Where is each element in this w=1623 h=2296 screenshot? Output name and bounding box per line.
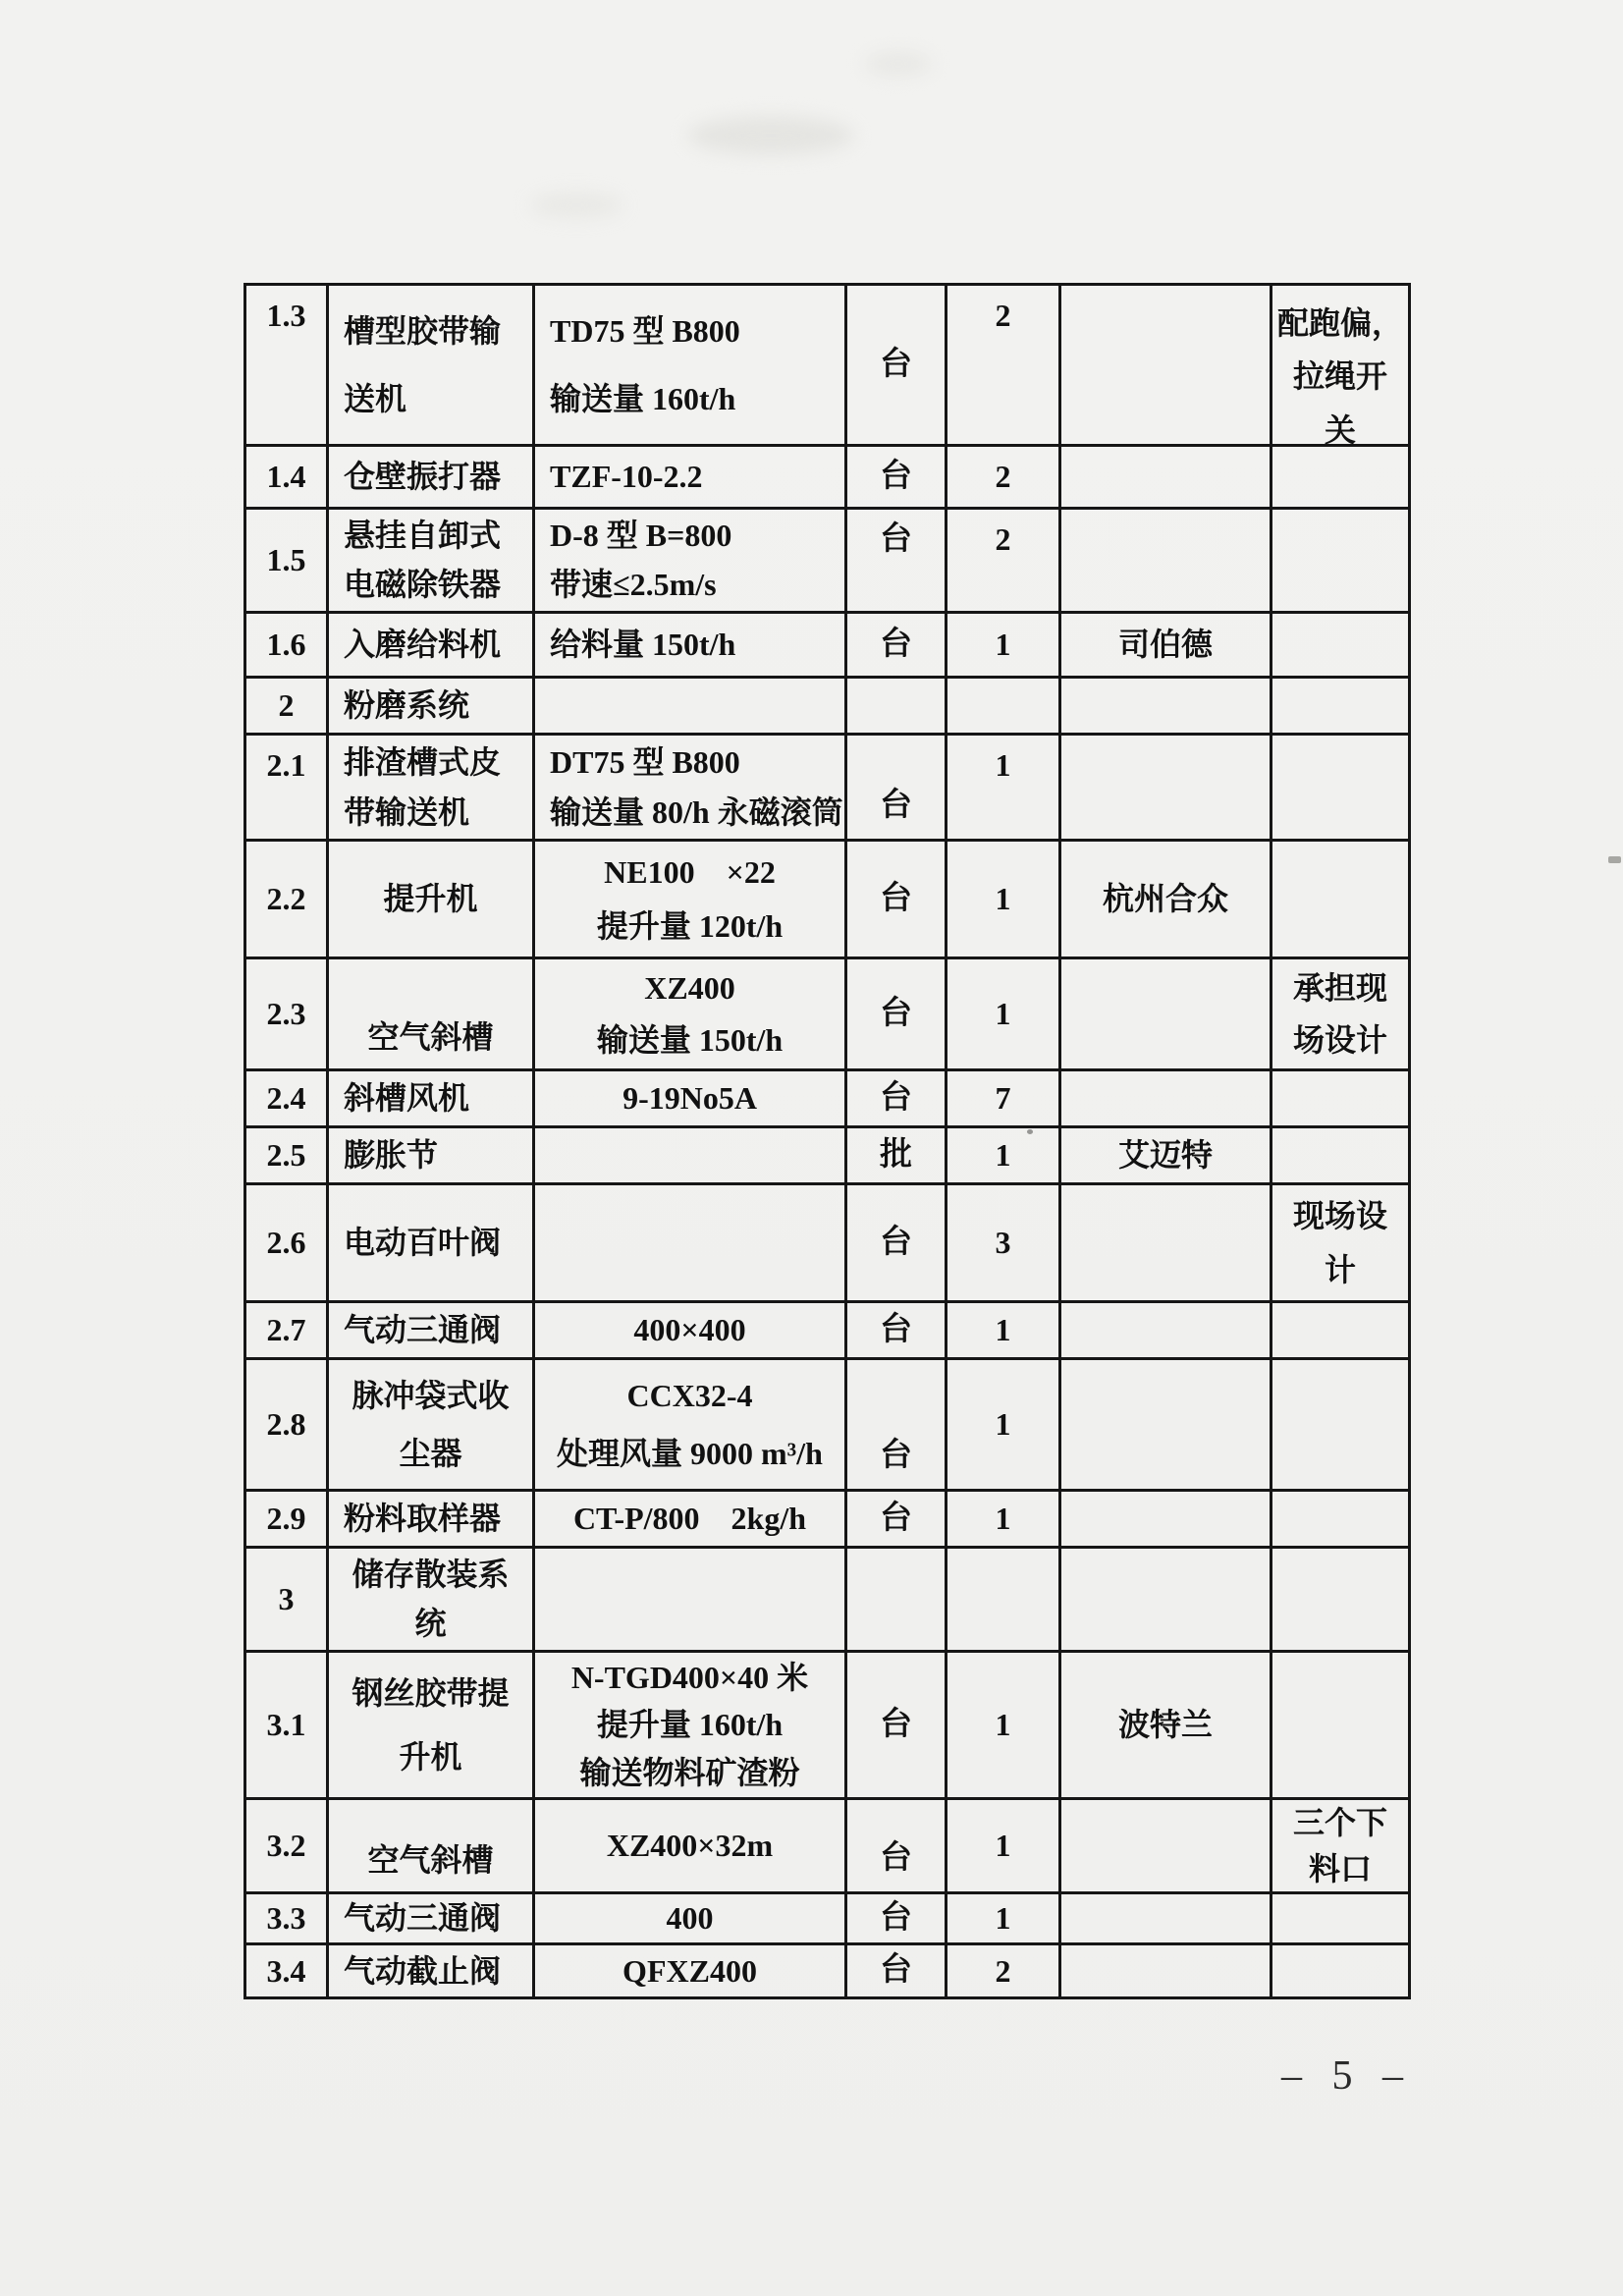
unit-cell: [847, 1071, 947, 1125]
manufacturer-cell: [1061, 286, 1272, 444]
spec-model-cell: [535, 842, 847, 957]
unit-cell: [847, 510, 947, 611]
spec-model-cell-text: QFXZ400: [622, 1952, 757, 1989]
equipment-name-cell: [329, 1185, 535, 1300]
unit-cell: [847, 842, 947, 957]
remark-cell: [1272, 842, 1408, 957]
unit-cell-text: 批: [880, 1136, 912, 1173]
row-number-cell-text: 3: [278, 1581, 295, 1617]
equipment-name-cell: [329, 286, 535, 444]
quantity-cell-text: 1: [995, 996, 1011, 1032]
unit-cell: [847, 286, 947, 444]
manufacturer-cell: [1061, 1185, 1272, 1300]
spec-model-cell-text: 输送量 80/h 永磁滚筒: [550, 793, 843, 830]
row-number-cell: [246, 842, 329, 957]
row-number-cell-text: 2: [278, 687, 295, 724]
equipment-name-cell: [329, 1360, 535, 1489]
quantity-cell-text: 2: [995, 459, 1011, 495]
table-row: [246, 286, 1408, 447]
quantity-cell-text: 1: [995, 1406, 1011, 1443]
manufacturer-cell: [1061, 1653, 1272, 1797]
unit-cell-text: 台: [880, 346, 912, 382]
quantity-cell-text: 1: [995, 1312, 1011, 1348]
equipment-name-cell-text: 膨胀节: [344, 1137, 439, 1174]
unit-cell-text: 台: [880, 458, 912, 494]
equipment-name-cell: [329, 1653, 535, 1797]
remark-cell-text: 关: [1324, 411, 1356, 444]
remark-cell: [1272, 1071, 1408, 1125]
remark-cell: [1272, 286, 1408, 444]
row-number-cell: [246, 1128, 329, 1182]
manufacturer-cell: [1061, 959, 1272, 1068]
manufacturer-cell: [1061, 1360, 1272, 1489]
quantity-cell: [947, 1185, 1061, 1300]
table-row: [246, 1071, 1408, 1128]
manufacturer-cell-text: 波特兰: [1117, 1707, 1213, 1743]
spec-model-cell-text: TD75 型 B800: [550, 312, 740, 349]
quantity-cell: [947, 736, 1061, 839]
spec-model-cell: [535, 286, 847, 444]
spec-model-cell: [535, 959, 847, 1068]
spec-model-cell-text: XZ400×32m: [606, 1828, 774, 1864]
equipment-name-cell-text: 气动截止阀: [344, 1952, 502, 1989]
equipment-name-cell: [329, 1128, 535, 1182]
equipment-name-cell: [329, 679, 535, 733]
manufacturer-cell: [1061, 1492, 1272, 1546]
table-row: [246, 1653, 1408, 1800]
quantity-cell-text: 7: [995, 1080, 1011, 1117]
quantity-cell: [947, 614, 1061, 676]
unit-cell: [847, 1549, 947, 1650]
equipment-name-cell: [329, 447, 535, 507]
spec-model-cell-text: DT75 型 B800: [550, 744, 740, 781]
row-number-cell-text: 3.2: [266, 1828, 306, 1864]
quantity-cell: [947, 1549, 1061, 1650]
spec-model-cell: [535, 1492, 847, 1546]
row-number-cell-text: 2.4: [266, 1080, 306, 1117]
equipment-name-cell-text: 气动三通阀: [344, 1900, 502, 1937]
quantity-cell-text: 1: [995, 881, 1011, 917]
unit-cell: [847, 959, 947, 1068]
table-row: [246, 1185, 1408, 1303]
spec-model-cell: [535, 1653, 847, 1797]
spec-model-cell: [535, 1945, 847, 1996]
table-row: [246, 1303, 1408, 1360]
remark-cell: [1272, 1800, 1408, 1891]
remark-cell: [1272, 679, 1408, 733]
equipment-name-cell-text: 电动百叶阀: [344, 1225, 502, 1261]
manufacturer-cell: [1061, 614, 1272, 676]
row-number-cell: [246, 1360, 329, 1489]
unit-cell: [847, 1303, 947, 1357]
row-number-cell-text: 3.1: [266, 1707, 306, 1743]
quantity-cell: [947, 1945, 1061, 1996]
spec-model-cell: [535, 1360, 847, 1489]
table-row: [246, 614, 1408, 679]
row-number-cell: [246, 1894, 329, 1942]
unit-cell: [847, 679, 947, 733]
table-row: [246, 959, 1408, 1071]
spec-model-cell: [535, 614, 847, 676]
remark-cell: [1272, 1303, 1408, 1357]
unit-cell-text: 台: [880, 1952, 912, 1989]
row-number-cell-text: 3.4: [266, 1952, 306, 1989]
row-number-cell: [246, 1492, 329, 1546]
remark-cell: [1272, 1945, 1408, 1996]
equipment-name-cell-text: 排渣槽式皮: [344, 744, 502, 781]
remark-cell-text: 场设计: [1292, 1021, 1387, 1058]
spec-model-cell: [535, 679, 847, 733]
manufacturer-cell: [1061, 1894, 1272, 1942]
equipment-name-cell: [329, 1303, 535, 1357]
equipment-name-cell-text: 槽型胶带输: [344, 312, 502, 349]
remark-cell: [1272, 1360, 1408, 1489]
quantity-cell-text: 2: [995, 298, 1011, 333]
manufacturer-cell-text: 杭州合众: [1102, 881, 1228, 917]
quantity-cell-text: 1: [995, 1828, 1011, 1864]
manufacturer-cell: [1061, 1549, 1272, 1650]
manufacturer-cell: [1061, 679, 1272, 733]
row-number-cell: [246, 1071, 329, 1125]
row-number-cell-text: 2.7: [266, 1312, 306, 1348]
unit-cell-text: 台: [880, 1311, 912, 1347]
remark-cell: [1272, 1653, 1408, 1797]
spec-model-cell: [535, 1549, 847, 1650]
manufacturer-cell: [1061, 736, 1272, 839]
quantity-cell-text: 1: [995, 1900, 1011, 1937]
row-number-cell-text: 2.8: [266, 1406, 306, 1443]
quantity-cell-text: 1: [995, 1501, 1011, 1537]
table-row: [246, 842, 1408, 959]
unit-cell: [847, 447, 947, 507]
unit-cell: [847, 1128, 947, 1182]
equipment-name-cell-text: 粉磨系统: [344, 687, 470, 724]
equipment-name-cell-text: 升机: [399, 1738, 462, 1775]
equipment-name-cell: [329, 614, 535, 676]
quantity-cell-text: 1: [995, 1137, 1011, 1174]
quantity-cell-text: 1: [995, 627, 1011, 663]
equipment-name-cell: [329, 736, 535, 839]
manufacturer-cell: [1061, 842, 1272, 957]
quantity-cell: [947, 959, 1061, 1068]
row-number-cell-text: 1.4: [266, 459, 306, 495]
equipment-name-cell-text: 钢丝胶带提: [352, 1675, 510, 1712]
quantity-cell-text: 2: [995, 521, 1011, 557]
spec-model-cell-text: CT-P/800 2kg/h: [572, 1501, 807, 1537]
spec-model-cell: [535, 1303, 847, 1357]
remark-cell: [1272, 1492, 1408, 1546]
equipment-name-cell-text: 空气斜槽: [367, 1841, 494, 1878]
spec-model-cell: [535, 736, 847, 839]
manufacturer-cell: [1061, 1128, 1272, 1182]
spec-model-cell: [535, 1185, 847, 1300]
scan-smudge: [687, 116, 854, 155]
quantity-cell: [947, 1303, 1061, 1357]
manufacturer-cell: [1061, 447, 1272, 507]
equipment-name-cell-text: 入磨给料机: [344, 627, 502, 663]
table-row: [246, 1945, 1408, 1996]
row-number-cell: [246, 1185, 329, 1300]
quantity-cell: [947, 842, 1061, 957]
quantity-cell: [947, 286, 1061, 444]
equipment-name-cell: [329, 510, 535, 611]
quantity-cell: [947, 1071, 1061, 1125]
spec-model-cell: [535, 1128, 847, 1182]
row-number-cell-text: 2.6: [266, 1225, 306, 1261]
equipment-name-cell-text: 粉料取样器: [344, 1501, 502, 1537]
spec-model-cell-text: TZF-10-2.2: [550, 459, 703, 495]
quantity-cell-text: 1: [995, 1707, 1011, 1743]
table-row: [246, 1549, 1408, 1653]
equipment-name-cell-text: 气动三通阀: [344, 1312, 502, 1348]
table-row: [246, 1492, 1408, 1549]
equipment-name-cell: [329, 1071, 535, 1125]
equipment-name-cell: [329, 1800, 535, 1891]
unit-cell: [847, 1492, 947, 1546]
spec-model-cell-text: 提升量 120t/h: [596, 907, 784, 944]
remark-cell: [1272, 1185, 1408, 1300]
table-row: [246, 736, 1408, 842]
unit-cell-text: 台: [880, 1438, 912, 1474]
equipment-name-cell-text: 悬挂自卸式: [344, 518, 502, 554]
quantity-cell: [947, 1894, 1061, 1942]
spec-model-cell-text: 给料量 150t/h: [550, 627, 736, 663]
unit-cell: [847, 1894, 947, 1942]
manufacturer-cell: [1061, 1945, 1272, 1996]
spec-model-cell: [535, 510, 847, 611]
manufacturer-cell: [1061, 1303, 1272, 1357]
unit-cell: [847, 736, 947, 839]
unit-cell-text: 台: [880, 1706, 912, 1742]
equipment-name-cell-text: 脉冲袋式收: [352, 1377, 510, 1413]
spec-model-cell-text: 输送物料矿渣粉: [579, 1754, 800, 1790]
equipment-name-cell-text: 仓壁振打器: [344, 459, 502, 495]
scan-speck: [1608, 856, 1621, 863]
remark-cell: [1272, 1894, 1408, 1942]
equipment-name-cell-text: 尘器: [399, 1435, 462, 1471]
unit-cell-text: 台: [880, 1224, 912, 1260]
row-number-cell: [246, 510, 329, 611]
quantity-cell: [947, 1800, 1061, 1891]
scan-smudge: [864, 51, 933, 77]
spec-model-cell-text: 输送量 150t/h: [596, 1021, 784, 1058]
row-number-cell-text: 2.2: [266, 881, 306, 917]
unit-cell: [847, 1360, 947, 1489]
row-number-cell: [246, 679, 329, 733]
spec-model-cell-text: 9-19No5A: [622, 1080, 757, 1117]
equipment-name-cell: [329, 842, 535, 957]
quantity-cell: [947, 1653, 1061, 1797]
row-number-cell-text: 2.9: [266, 1501, 306, 1537]
unit-cell-text: 台: [880, 880, 912, 916]
unit-cell: [847, 1800, 947, 1891]
spec-model-cell-text: D-8 型 B=800: [550, 518, 732, 554]
quantity-cell: [947, 1128, 1061, 1182]
row-number-cell-text: 2.1: [266, 747, 306, 783]
unit-cell-text: 台: [880, 521, 912, 557]
row-number-cell: [246, 447, 329, 507]
page-number: – 5 –: [1281, 2053, 1413, 2099]
table-row: [246, 1800, 1408, 1894]
manufacturer-cell: [1061, 1071, 1272, 1125]
spec-model-cell-text: 处理风量 9000 m³/h: [557, 1435, 823, 1471]
spec-model-cell-text: CCX32-4: [626, 1377, 753, 1413]
row-number-cell-text: 3.3: [266, 1900, 306, 1937]
spec-model-cell: [535, 1800, 847, 1891]
remark-cell-text: 料口: [1308, 1850, 1372, 1886]
spec-model-cell-text: XZ400: [644, 970, 735, 1007]
equipment-name-cell: [329, 1894, 535, 1942]
spec-model-cell-text: 400: [666, 1900, 714, 1937]
manufacturer-cell: [1061, 510, 1272, 611]
spec-model-cell-text: 输送量 160t/h: [550, 380, 736, 416]
equipment-name-cell: [329, 1492, 535, 1546]
spec-model-cell-text: N-TGD400×40 米: [570, 1659, 809, 1695]
quantity-cell-text: 2: [995, 1952, 1011, 1989]
remark-cell: [1272, 959, 1408, 1068]
unit-cell-text: 台: [880, 1500, 912, 1536]
unit-cell-text: 台: [880, 1899, 912, 1936]
quantity-cell: [947, 1360, 1061, 1489]
row-number-cell-text: 2.3: [266, 996, 306, 1032]
spec-model-cell-text: 400×400: [633, 1312, 746, 1348]
quantity-cell: [947, 1492, 1061, 1546]
unit-cell-text: 台: [880, 626, 912, 662]
row-number-cell: [246, 614, 329, 676]
table-row: [246, 510, 1408, 614]
table-row: [246, 679, 1408, 736]
row-number-cell: [246, 1549, 329, 1650]
table-row: [246, 1894, 1408, 1945]
unit-cell: [847, 1945, 947, 1996]
equipment-name-cell-text: 送机: [344, 380, 407, 416]
quantity-cell: [947, 447, 1061, 507]
manufacturer-cell: [1061, 1800, 1272, 1891]
quantity-cell: [947, 510, 1061, 611]
remark-cell-text: 三个下: [1292, 1805, 1387, 1841]
equipment-name-cell-text: 斜槽风机: [344, 1080, 470, 1117]
spec-model-cell: [535, 447, 847, 507]
row-number-cell-text: 1.5: [266, 542, 306, 578]
unit-cell: [847, 1185, 947, 1300]
equipment-name-cell-text: 电磁除铁器: [344, 567, 502, 603]
row-number-cell-text: 1.3: [266, 298, 306, 333]
equipment-name-cell: [329, 1549, 535, 1650]
equipment-name-cell: [329, 1945, 535, 1996]
scan-smudge: [530, 192, 623, 218]
unit-cell-text: 台: [880, 995, 912, 1031]
table-row: [246, 1360, 1408, 1492]
remark-cell: [1272, 447, 1408, 507]
spec-model-cell: [535, 1071, 847, 1125]
remark-cell: [1272, 1128, 1408, 1182]
manufacturer-cell-text: 艾迈特: [1117, 1137, 1213, 1174]
equipment-name-cell-text: 储存散装系: [352, 1557, 510, 1593]
remark-cell: [1272, 614, 1408, 676]
spec-model-cell-text: NE100 ×22: [604, 854, 776, 891]
row-number-cell-text: 2.5: [266, 1137, 306, 1174]
row-number-cell: [246, 1303, 329, 1357]
remark-cell-text: 配跑偏，: [1276, 305, 1403, 341]
remark-cell: [1272, 510, 1408, 611]
equipment-name-cell: [329, 959, 535, 1068]
unit-cell-text: 台: [880, 788, 912, 824]
row-number-cell: [246, 1945, 329, 1996]
remark-cell: [1272, 736, 1408, 839]
row-number-cell: [246, 1653, 329, 1797]
equipment-name-cell-text: 统: [414, 1606, 447, 1642]
unit-cell-text: 台: [880, 1840, 912, 1877]
equipment-name-cell-text: 带输送机: [344, 793, 470, 830]
unit-cell-text: 台: [880, 1079, 912, 1116]
remark-cell-text: 承担现: [1292, 970, 1387, 1007]
quantity-cell: [947, 679, 1061, 733]
row-number-cell: [246, 286, 329, 444]
row-number-cell: [246, 736, 329, 839]
spec-model-cell-text: 带速≤2.5m/s: [550, 567, 717, 603]
row-number-cell: [246, 959, 329, 1068]
remark-cell-text: 现场设: [1292, 1198, 1387, 1234]
equipment-table: [243, 283, 1411, 1999]
quantity-cell-text: 1: [995, 747, 1011, 783]
equipment-name-cell-text: 空气斜槽: [367, 1018, 494, 1055]
spec-model-cell: [535, 1894, 847, 1942]
row-number-cell-text: 1.6: [266, 627, 306, 663]
equipment-name-cell-text: 提升机: [383, 881, 478, 917]
unit-cell: [847, 614, 947, 676]
table-row: [246, 447, 1408, 510]
row-number-cell: [246, 1800, 329, 1891]
remark-cell: [1272, 1549, 1408, 1650]
unit-cell: [847, 1653, 947, 1797]
table-row: [246, 1128, 1408, 1185]
manufacturer-cell-text: 司伯德: [1117, 627, 1213, 663]
spec-model-cell-text: 提升量 160t/h: [596, 1707, 784, 1743]
remark-cell-text: 拉绳开: [1292, 358, 1387, 395]
remark-cell-text: 计: [1324, 1251, 1356, 1287]
quantity-cell-text: 3: [995, 1225, 1011, 1261]
